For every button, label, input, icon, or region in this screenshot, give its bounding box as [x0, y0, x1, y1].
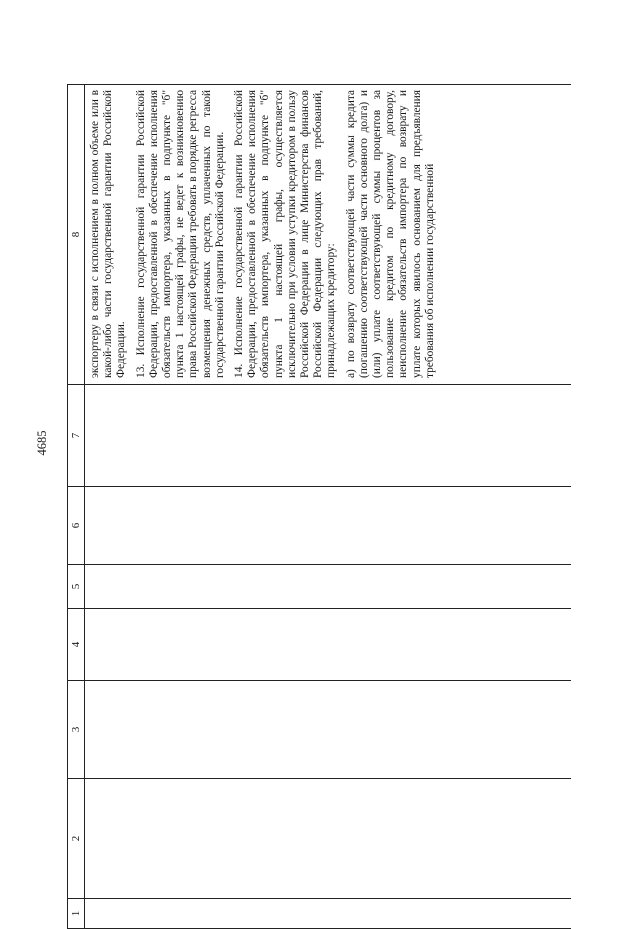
column-8-text: [85, 85, 437, 384]
column-header-2: 2: [68, 779, 85, 899]
table-header-row: [68, 85, 85, 929]
paragraph-14-a: а) по возврату соответствующей части суммы кредита (погашению соответствующей части основного долга) и (или) уплате соответствующей суммы процентов за пользование кредитом по кредитному договору, неисполнение обязательств импортера по возврату и уплате которых явилось основанием для предъявления требования об исполнении государственной: [344, 90, 436, 378]
cell-col-3: [85, 681, 572, 779]
column-header-6: 6: [68, 487, 85, 565]
cell-col-1: [85, 899, 572, 929]
document-table: [67, 84, 571, 929]
rotated-table-sheet: [67, 27, 587, 929]
paragraph-13: 13. Исполнение государственной гарантии Российской Федерации, предоставленной в обеспечение исполнения обязательств импортера, указанных в подпункте "б" пункта 1 настоящей графы, не ведет к возникновению права Российской Федерации требовать в порядке регресса возмещения денежных средств, уплаченных по такой государственной гарантии Российской Федерации.: [134, 90, 226, 378]
paragraph-14: 14. Исполнение государственной гарантии Российской Федерации, предоставленной в обеспечение исполнения обязательств импортера, указанных в подпункте "б" пункта 1 настоящей графы, осуществляется исключительно при условии уступки кредитором в пользу Российской Федерации в лице Министерства финансов Российской Федерации следующих прав требований, принадлежащих кредитору:: [233, 90, 338, 378]
column-header-8: 8: [68, 85, 85, 385]
cell-col-6: [85, 487, 572, 565]
column-header-4: 4: [68, 609, 85, 681]
cell-col-5: [85, 565, 572, 609]
cell-col-4: [85, 609, 572, 681]
column-header-1: 1: [68, 899, 85, 929]
column-header-7: 7: [68, 385, 85, 487]
column-header-5: 5: [68, 565, 85, 609]
paragraph-1: экспортеру в связи с исполнением в полном объеме или в какой-либо части государственной гарантии Российской Федерации.: [89, 90, 128, 378]
column-header-3: 3: [68, 681, 85, 779]
cell-col-7: [85, 385, 572, 487]
cell-col-2: [85, 779, 572, 899]
page-number: 4685: [35, 430, 49, 456]
table-body-row: [85, 85, 572, 929]
cell-col-8: [85, 85, 572, 385]
